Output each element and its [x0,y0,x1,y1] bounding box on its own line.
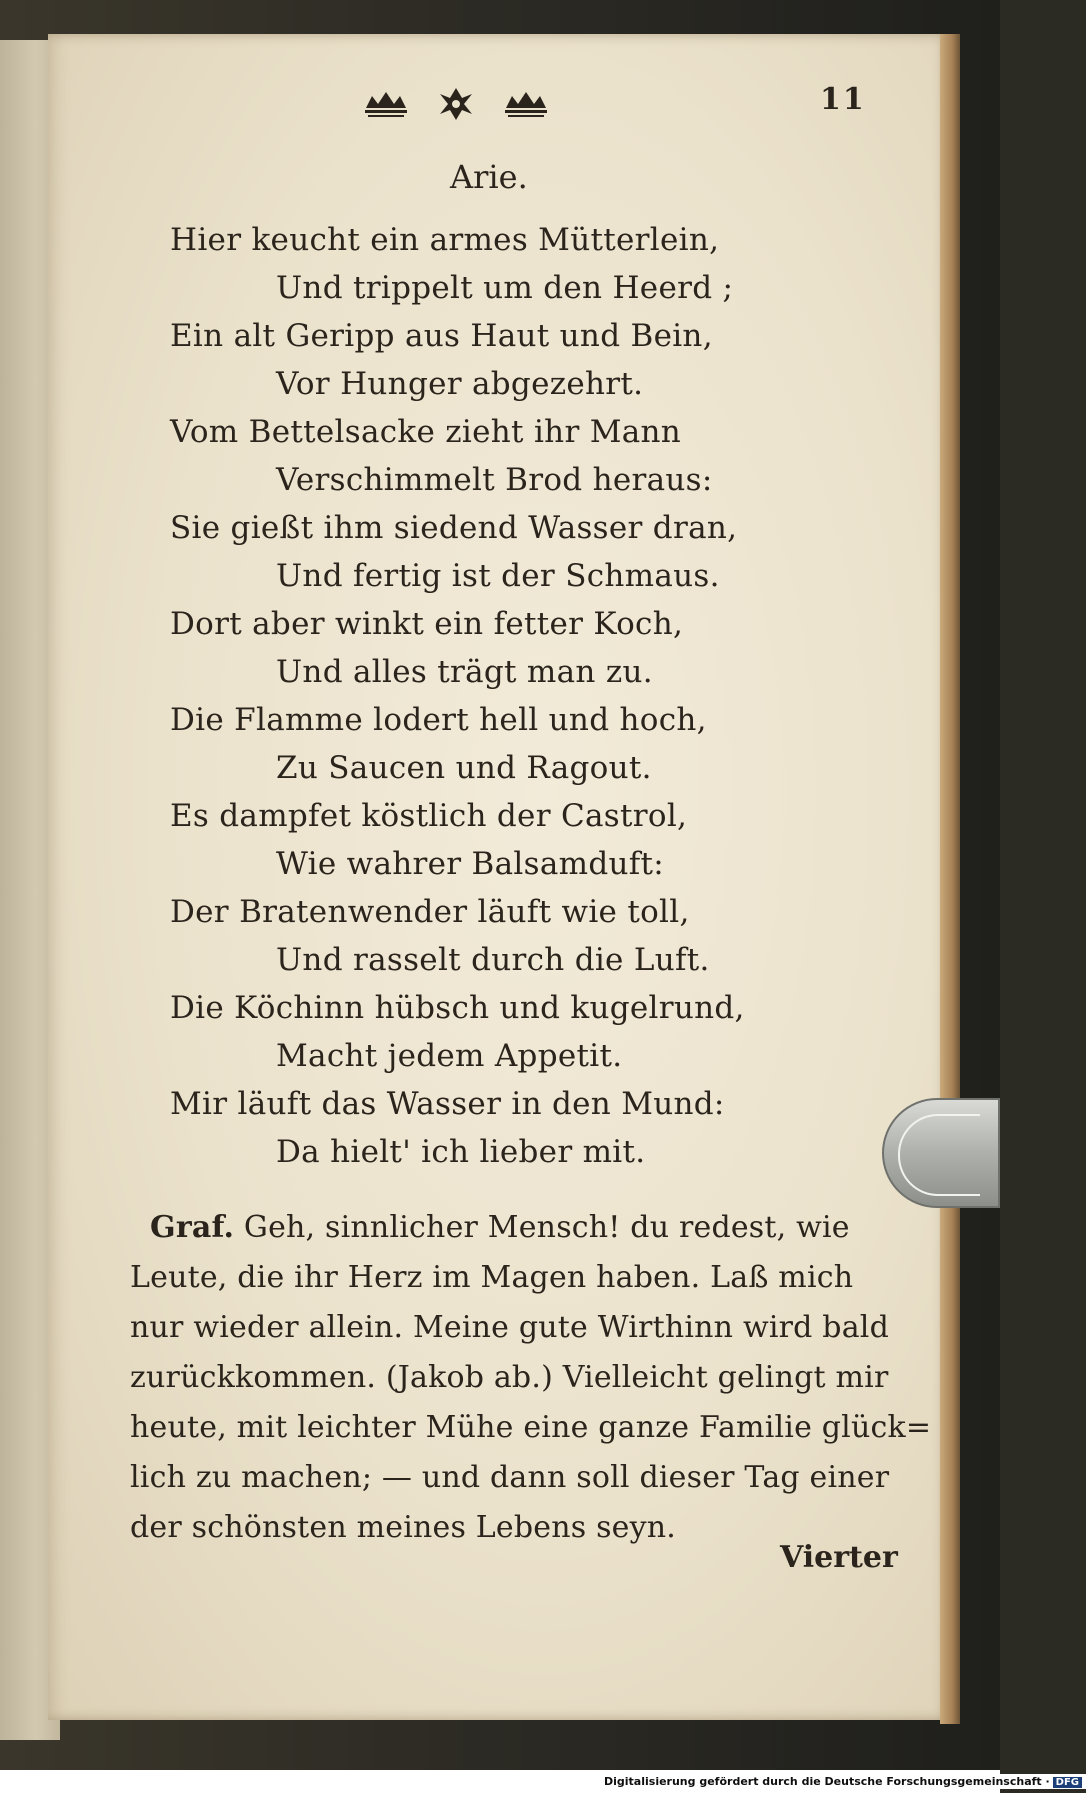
verse-line: Vor Hunger abgezehrt. [276,366,644,402]
prose-line [150,1210,850,1245]
verse-line: Sie gießt ihm siedend Wasser dran, [170,510,738,546]
verse-line: Die Flamme lodert hell und hoch, [170,702,707,738]
funding-text: Digitalisierung gefördert durch die Deutsche Forschungsgemeinschaft · [604,1775,1050,1788]
verse-line: Macht jedem Appetit. [276,1038,623,1074]
verse-line: Und alles trägt man zu. [276,654,653,690]
aria-heading: Arie. [450,158,528,196]
prose-line: Leute, die ihr Herz im Magen haben. Laß mich [130,1260,854,1295]
verse-line: Da hielt' ich lieber mit. [276,1134,646,1170]
verse-line: Es dampfet köstlich der Castrol, [170,798,688,834]
verse-line: Mir läuft das Wasser in den Mund: [170,1086,725,1122]
prose-line: lich zu machen; — und dann soll dieser Tag einer [130,1460,890,1495]
prose-text: Geh, sinnlicher Mensch! du redest, wie [243,1210,850,1245]
prose-line: nur wieder allein. Meine gute Wirthinn wird bald [130,1310,889,1345]
prose-line: zurückkommen. (Jakob ab.) Vielleicht gelingt mir [130,1360,889,1395]
verse-line: Ein alt Geripp aus Haut und Bein, [170,318,713,354]
verse-line: Zu Saucen und Ragout. [276,750,652,786]
verse-line: Hier keucht ein armes Mütterlein, [170,222,720,258]
speaker-name: Graf. [150,1210,235,1245]
verse-line: Und fertig ist der Schmaus. [276,558,720,594]
funding-notice [600,1774,1086,1789]
verse-line: Dort aber winkt ein fetter Koch, [170,606,684,642]
catchword: Vierter [780,1540,898,1575]
verse-line: Verschimmelt Brod heraus: [276,462,713,498]
page-number: 11 [820,82,866,117]
verse-line: Der Bratenwender läuft wie toll, [170,894,690,930]
dfg-logo: DFG [1053,1777,1082,1788]
prose-line: der schönsten meines Lebens seyn. [130,1510,677,1545]
verse-line: Vom Bettelsacke zieht ihr Mann [170,414,682,450]
verse-line: Und trippelt um den Heerd ; [276,270,734,306]
verse-line: Und rasselt durch die Luft. [276,942,710,978]
verse-line: Die Köchinn hübsch und kugelrund, [170,990,745,1026]
verse-line: Wie wahrer Balsamduft: [276,846,664,882]
prose-line: heute, mit leichter Mühe eine ganze Familie glück= [130,1410,932,1445]
